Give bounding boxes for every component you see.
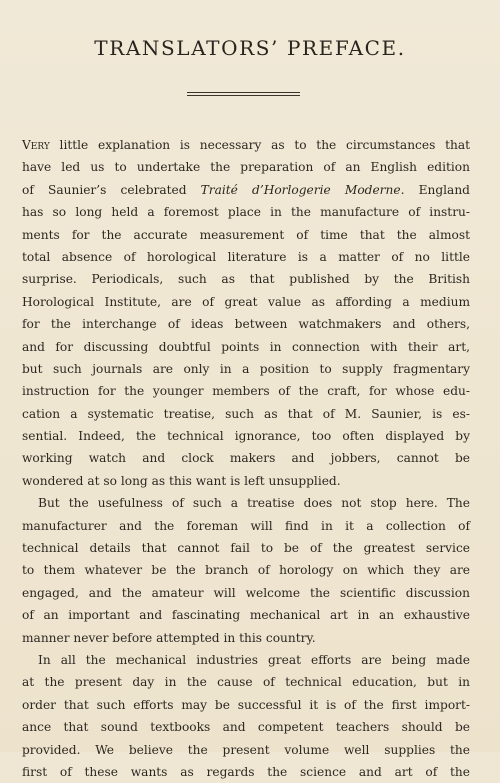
text-line: of an important and fascinating mechanical art in an exhaustive xyxy=(22,608,470,623)
text-line: engaged, and the amateur will welcome the scientific discussion xyxy=(22,585,470,600)
text-line: have led us to undertake the preparation of an English edition xyxy=(22,160,470,175)
line-text: little explanation is necessary as to the circumstances that xyxy=(49,138,470,152)
text-line: at the present day in the cause of technical education, but in xyxy=(22,675,470,690)
text-line: technical details that cannot fail to be of the greatest service xyxy=(22,541,470,556)
text-line: ance that sound textbooks and competent teachers should be xyxy=(22,720,470,735)
text-line: In all the mechanical industries great efforts are being made xyxy=(38,652,470,667)
text-line: manufacturer and the foreman will find in it a collection of xyxy=(22,518,470,533)
text-line: wondered at so long as this want is left unsupplied. xyxy=(22,473,341,488)
text-line: and for discussing doubtful points in connection with their art, xyxy=(22,339,470,354)
drop-word: Very xyxy=(22,138,50,152)
preface-body xyxy=(22,134,470,783)
text-line: to them whatever be the branch of horology on which they are xyxy=(22,563,470,578)
rule-line-top xyxy=(187,92,300,93)
text-line xyxy=(22,134,470,156)
line-text: . England xyxy=(400,182,470,197)
text-line xyxy=(22,179,470,201)
text-line: ments for the accurate measurement of time that the almost xyxy=(22,227,470,242)
page-title: TRANSLATORS’ PREFACE. xyxy=(94,36,406,60)
text-line: working watch and clock makers and jobbers, cannot be xyxy=(22,451,470,466)
line-text: of Saunier’s celebrated xyxy=(22,182,201,197)
text-line: manner never before attempted in this country. xyxy=(22,630,316,645)
text-line: has so long held a foremost place in the manufacture of instru- xyxy=(22,205,470,220)
text-line: cation a systematic treatise, such as that of M. Saunier, is es- xyxy=(22,406,470,421)
title-double-rule xyxy=(187,92,300,97)
text-line: but such journals are only in a position to supply fragmentary xyxy=(22,361,470,376)
text-line: total absence of horological literature is a matter of no little xyxy=(22,249,470,264)
text-line: surprise. Periodicals, such as that published by the British xyxy=(22,272,470,287)
text-line: first of these wants as regards the science and art of the xyxy=(22,764,470,779)
text-line: provided. We believe the present volume well supplies the xyxy=(22,742,470,757)
text-line: sential. Indeed, the technical ignorance, too often displayed by xyxy=(22,429,470,444)
text-line: But the usefulness of such a treatise does not stop here. The xyxy=(38,496,470,511)
text-line: for the interchange of ideas between watchmakers and others, xyxy=(22,317,470,332)
text-line: Horological Institute, are of great value as affording a medium xyxy=(22,294,470,309)
text-line: instruction for the younger members of the craft, for whose edu- xyxy=(22,384,470,399)
book-title-italic: Traité d’Horlogerie Moderne xyxy=(200,182,401,197)
text-line: order that such efforts may be successful it is of the first import- xyxy=(22,697,470,712)
rule-line-bottom xyxy=(187,95,300,96)
